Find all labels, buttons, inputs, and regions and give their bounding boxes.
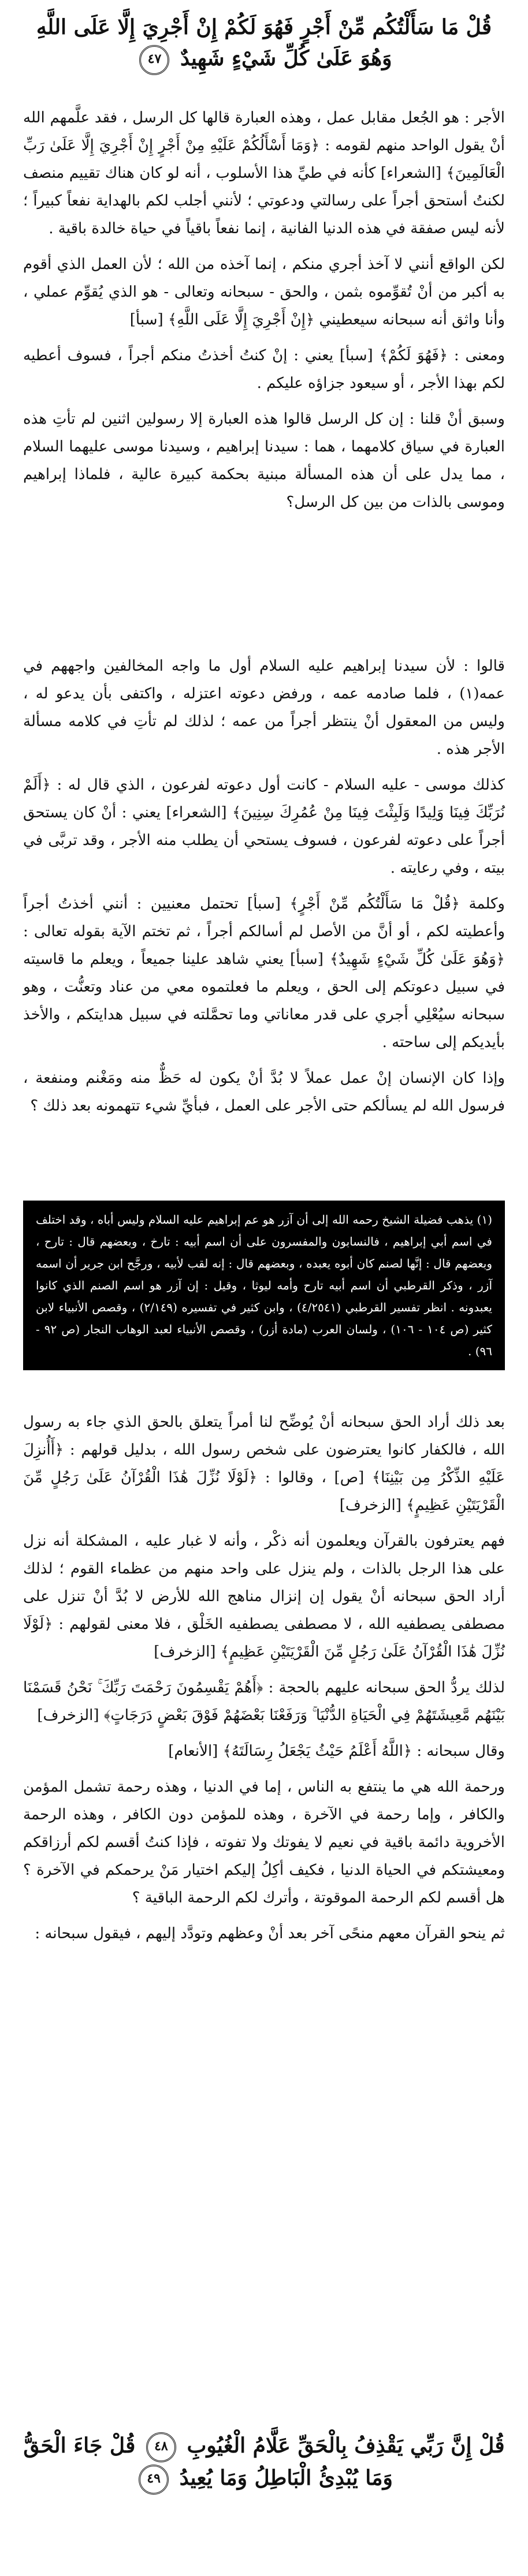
paragraph: وسبق أنْ قلنا : إن كل الرسل قالوا هذه العبارة إلا رسولين اثنين لم تأتِ هذه العبارة في سياق كلامهما ، هما : سيدنا إبراهيم ، وسيدنا موسى عليهما السلام ، مما يدل على أن هذه المسألة مبنية بحكمة كبيرة عالية ، فلماذا إبراهيم وموسى بالذات من بين كل الرسل؟ bbox=[23, 410, 505, 511]
paragraph: قالوا : لأن سيدنا إبراهيم عليه السلام أول ما واجه المخالفين واجههم في عمه(١) ، فلما صادمه عمه ، ورفض دعوته اعتزله ، واكتفى بأن يدعو له ، وليس من المعقول أنْ ينتظر أجراً من عمه ؛ لذلك لم تأتِ في كلامه مسألة الأجر هذه . bbox=[23, 657, 505, 758]
paragraph: ورحمة الله هي ما ينتفع به الناس ، إما في الدنيا ، وهذه رحمة تشمل المؤمن والكافر ، وإما رحمة في الآخرة ، وهذه للمؤمن دون الكافر ، وهذه الرحمة الأخروية دائمة باقية في نعيم لا يفوتك ولا تفوته ، فإذا كنتُ أقسم لكم أرزاقكم ومعيشتكم في الحياة الدنيا ، فكيف أكِلُ إليكم اختيار مَنْ يرحمكم في الآخرة ؟ هل أقسم لكم الرحمة الموقوتة ، وأترك لكم الرحمة الباقية ؟ bbox=[23, 1778, 505, 1906]
verse-number-badge: ٤٧ bbox=[139, 45, 169, 75]
paragraph: بعد ذلك أراد الحق سبحانه أنْ يُوضِّح لنا أمراً يتعلق بالحق الذي جاء به رسول الله ، فالكفار كانوا يعترضون على شخص رسول الله ، بدليل قولهم : ﴿أَأُنزِلَ عَلَيْهِ الذِّكْرُ مِن بَيْنِنَا﴾ [ص] ، وقالوا : ﴿لَوْلَا نُزِّلَ هَٰذَا الْقُرْآنُ عَلَىٰ رَجُلٍ مِّنَ الْقَرْيَتَيْنِ عَظِيمٍ﴾ [الزخرف] bbox=[23, 1414, 505, 1514]
paragraph: وقال سبحانه : ﴿اللَّهُ أَعْلَمُ حَيْثُ يَجْعَلُ رِسَالَتَهُ﴾ [الأنعام] bbox=[168, 1743, 505, 1760]
verse-number-badge: ٤٨ bbox=[146, 2432, 176, 2462]
paragraph: ومعنى : ﴿فَهُوَ لَكُمْ﴾ [سبأ] يعني : إنْ كنتُ أخذتُ منكم أجراً ، فسوف أعطيه لكم بهذا الأجر ، أو سيعود جزاؤه عليكم . bbox=[23, 347, 505, 392]
paragraph: فهم يعترفون بالقرآن ويعلمون أنه ذكْر ، وأنه لا غبار عليه ، المشكلة أنه نزل على هذا الرجل بالذات ، ولم ينزل على واحد منهم من عظماء القوم ؛ لذلك أراد الحق سبحانه أنْ يقول إن إنزال مناهج الله للأرض لا بُدَّ أنْ تنزل على مصطفى يصطفيه الله ، لا مصطفى يصطفيه الخَلْق ، فلا معنى لقولهم : ﴿لَوْلَا نُزِّلَ هَٰذَا الْقُرْآنُ عَلَىٰ رَجُلٍ مِّنَ الْقَرْيَتَيْنِ عَظِيمٍ﴾ [الزخرف] bbox=[23, 1532, 505, 1661]
verse-header-bottom bbox=[21, 2430, 507, 2495]
footnote-box bbox=[23, 1201, 505, 1370]
verse-line bbox=[21, 43, 507, 75]
verse-line: قُلْ مَا سَأَلْتُكُم مِّنْ أَجْرٍ فَهُوَ لَكُمْ إِنْ أَجْرِيَ إِلَّا عَلَى اللَّهِ bbox=[36, 15, 492, 39]
paragraph: لكن الواقع أنني لا آخذ أجري منكم ، إنما آخذه من الله ؛ لأن العمل الذي أقوم به أكبر من أنْ تُقوِّموه بثمن ، والحق - سبحانه وتعالى - هو الذي يُقوِّم عملي ، وأنا واثق أنه سبحانه سيعطيني ﴿إِنْ أَجْرِيَ إِلَّا عَلَى اللَّهِ﴾ [سبأ] bbox=[23, 256, 505, 328]
paragraph: الأجر : هو الجُعل مقابل عمل ، وهذه العبارة قالها كل الرسل ، فقد علَّمهم الله أنْ يقول الواحد منهم لقومه : ﴿وَمَا أَسْأَلُكُمْ عَلَيْهِ مِنْ أَجْرٍ إِنْ أَجْرِيَ إِلَّا عَلَىٰ رَبِّ الْعَالَمِينَ﴾ [الشعراء] كأنه في طيِّ هذا الأسلوب ، أنه لو كان هناك تقييم منصف لكنتُ أستحق أجراً على رسالتي ودعوتي ؛ لأنني أجلب لكم بالهداية نفعاً كبيراً ؛ لأنه ليس صفقة في هذه الدنيا الفانية ، إنما نفعاً باقياً في حياة خالدة باقية . bbox=[23, 109, 505, 237]
verse-line bbox=[21, 2462, 507, 2495]
paragraph: كذلك موسى - عليه السلام - كانت أول دعوته لفرعون ، الذي قال له : ﴿أَلَمْ نُرَبِّكَ فِينَا وَلِيدًا وَلَبِثْتَ فِينَا مِنْ عُمُرِكَ سِنِينَ﴾ [الشعراء] يعني : أنْ كان يستحق أجراً على دعوته لفرعون ، فسوف يستحي أن يطلب منه الأجر ، وقد تربَّى في بيته ، وفي رعايته . bbox=[23, 776, 505, 877]
verse-header-top bbox=[21, 12, 507, 75]
footnote-text: (١) يذهب فضيلة الشيخ رحمه الله إلى أن آزر هو عم إبراهيم عليه السلام وليس أباه ، وقد اختلف في اسم أبي إبراهيم ، فالنسابون والمفسرون على أن اسم أبيه : تارخ ، وبعضهم قال : تارح ، وبعضهم قال : إنَّها لصنم كان أبوه يعبده ، وبعضهم قال : إنه لقب لأبيه ، ورجَّح ابن جرير أن اسمه آزر ، وذكر القرطبي أن اسم أبيه تارح وأمه ليوثا ، وقيل : إن آزر هو اسم الصنم الذي كانوا يعبدونه . انظر تفسير القرطبي (٤/٢٥٤١) ، وابن كثير في تفسيره (٢/١٤٩) ، وقصص الأنبياء لابن كثير (ص ١٠٤ - ١٠٦) ، ولسان العرب (مادة أزر) ، وقصص الأنبياء لعبد الوهاب النجار (ص ٩٢ - ٩٦) . bbox=[36, 1213, 493, 1358]
paragraph: وإذا كان الإنسان إنْ عمل عملاً لا بُدَّ أنْ يكون له حَظٌّ منه ومَغْنم ومنفعة ، فرسول الله لم يسألكم حتى الأجر على العمل ، فبأيِّ شيء تتهمونه بعد ذلك ؟ bbox=[23, 1070, 505, 1115]
paragraph: لذلك يردُّ الحق سبحانه عليهم بالحجة : ﴿أَهُمْ يَقْسِمُونَ رَحْمَتَ رَبِّكَ ۚ نَحْنُ قَسَمْنَا بَيْنَهُم مَّعِيشَتَهُمْ فِي الْحَيَاةِ الدُّنْيَا ۚ وَرَفَعْنَا بَعْضَهُمْ فَوْقَ بَعْضٍ دَرَجَاتٍ﴾ [الزخرف] bbox=[23, 1679, 505, 1724]
verse-text: قُلْ إِنَّ رَبِّي يَقْذِفُ بِالْحَقِّ عَلَّامُ الْغُيُوبِ bbox=[187, 2433, 505, 2458]
paragraph: وكلمة ﴿قُلْ مَا سَأَلْتُكُم مِّنْ أَجْرٍ﴾ [سبأ] تحتمل معنيين : أنني أخذتُ أجراً وأعطيته لكم ، أو أنَّ من الأصل لم أسالكم أجراً ، ثم تختم الآية بقوله تعالى : ﴿وَهُوَ عَلَىٰ كُلِّ شَيْءٍ شَهِيدٌ﴾ [سبأ] يعني شاهد علينا جميعاً ، ويعلم ما قاسيته في سبيل دعوتكم إلى الحق ، ويعلم ما فعلتموه معي من عناد وتعنُّت ، وهو سبحانه سيُعْلِي أجري على قدر معاناتي وما تحمَّلته في سبيل هدايتكم ، والأخذ بأيديكم إلى ساحته . bbox=[23, 895, 505, 1051]
verse-text: وَمَا يُبْدِئُ الْبَاطِلُ وَمَا يُعِيدُ bbox=[179, 2466, 393, 2490]
commentary-section-3 bbox=[23, 1408, 505, 1956]
paragraph: ثم ينحو القرآن معهم منحًى آخر بعد أنْ وعظهم وتودَّد إليهم ، فيقول سبحانه : bbox=[35, 1925, 505, 1942]
verse-number-badge: ٤٩ bbox=[139, 2465, 169, 2495]
commentary-section-1 bbox=[23, 104, 505, 524]
verse-text: قُلْ جَاءَ الْحَقُّ bbox=[23, 2433, 136, 2458]
verse-line bbox=[21, 2430, 507, 2462]
verse-text: وَهُوَ عَلَىٰ كُلِّ شَيْءٍ شَهِيدٌ bbox=[180, 46, 392, 70]
commentary-section-2 bbox=[23, 652, 505, 1128]
